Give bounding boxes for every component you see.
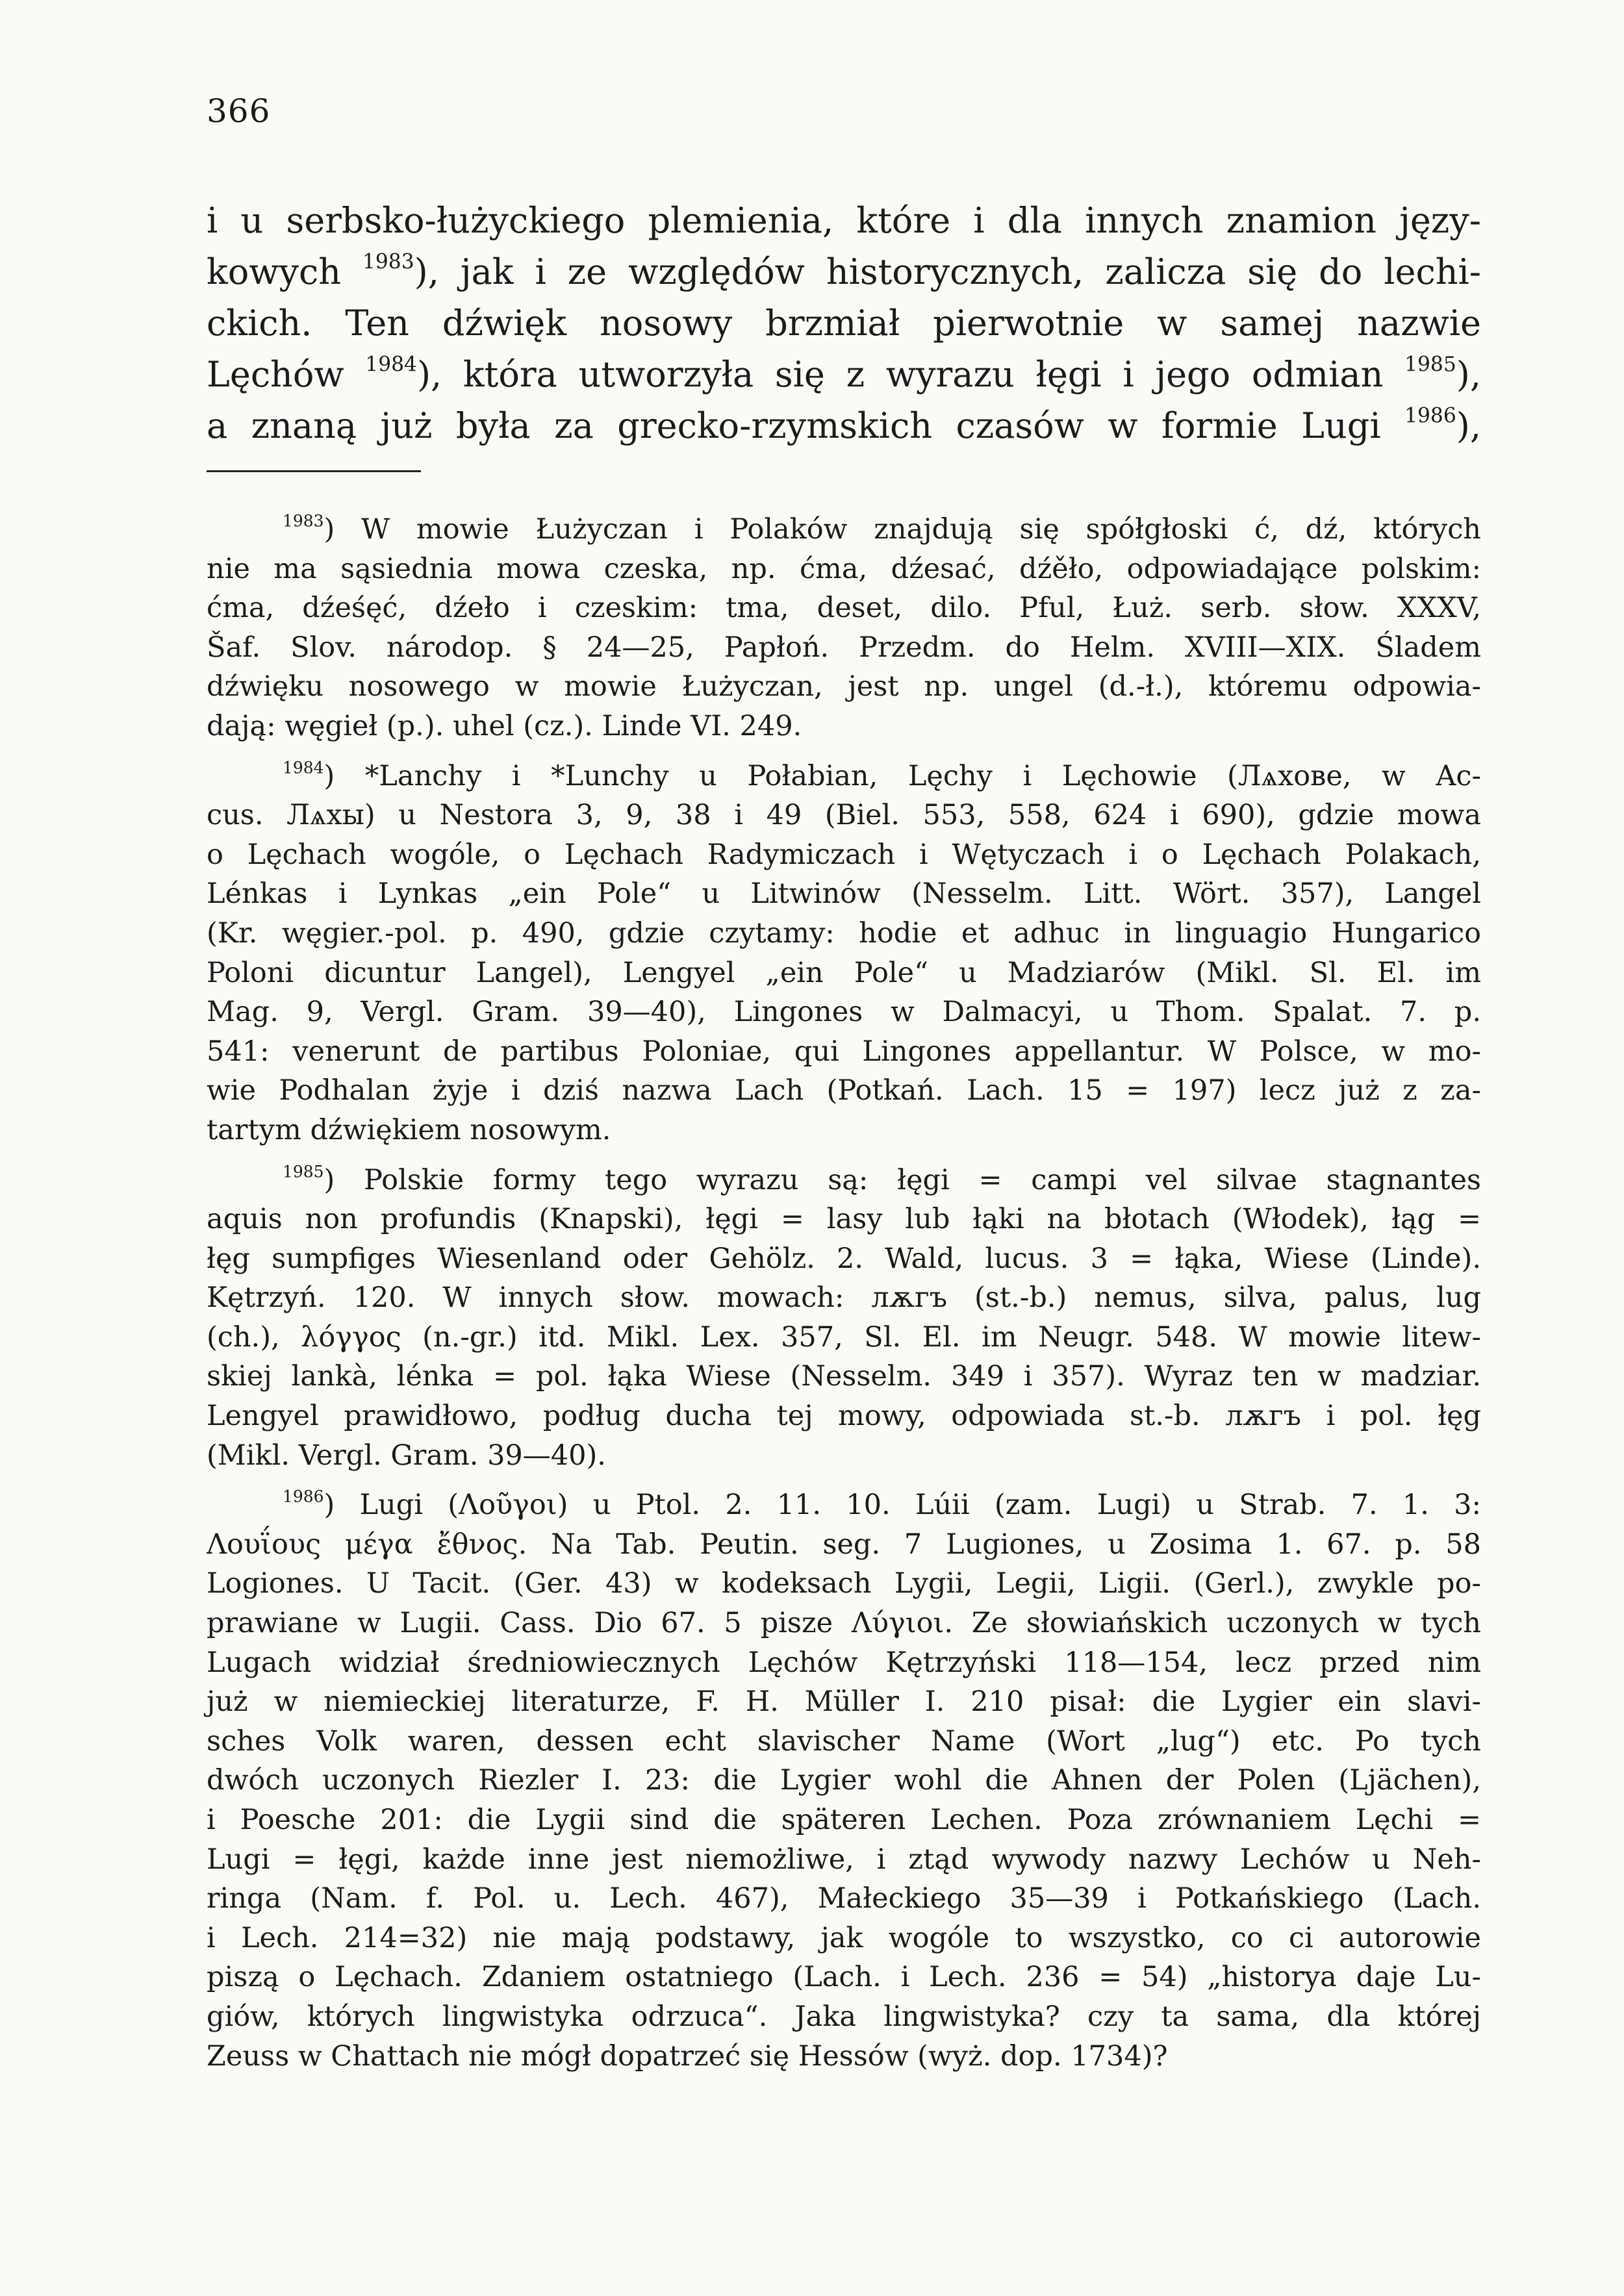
footnote-line: tartym dźwiękiem nosowym. — [207, 1113, 611, 1146]
footnote-line: dźwięku nosowego w mowie Łużyczan, jest np. ungel (d.-ł.), któremu odpowia- — [207, 670, 1481, 703]
footnotes — [207, 510, 1481, 2076]
footnote-line: Lugach widział średniowiecznych Lęchów Kętrzyński 118—154, lecz przed nim — [207, 1646, 1481, 1679]
footnote-line: i Poesche 201: die Lygii sind die späteren Lechen. Poza zrównaniem Lęchi = — [207, 1804, 1481, 1836]
footnote-line: o Lęchach wogóle, o Lęchach Radymiczach i Wętyczach i o Lęchach Polakach, — [207, 838, 1481, 871]
footnote-line: 541: venerunt de partibus Poloniae, qui Lingones appellantur. W Polsce, w mo- — [207, 1035, 1481, 1068]
main-text-line: ckich. Ten dźwięk nosowy brzmiał pierwotnie w samej nazwie — [207, 303, 1481, 344]
footnote-line: ćma, dźeśęć, dźeło i czeskim: tma, deset, dilo. Pful, Łuż. serb. słow. XXXV, — [207, 592, 1481, 625]
footnote-1985 — [207, 1161, 1481, 1476]
footnote-1983 — [207, 510, 1481, 746]
footnote-line: dwóch uczonych Riezler I. 23: die Lygier wohl die Ahnen der Polen (Ljächen), — [207, 1764, 1481, 1797]
footnote-line: Λουΐους μέγα ἔθνος. Na Tab. Peutin. seg. 7 Lugiones, u Zosima 1. 67. p. 58 — [207, 1528, 1481, 1561]
main-text-line: i u serbsko-łużyckiego plemienia, które i dla innych znamion języ- — [207, 200, 1481, 241]
footnote-line: i Lech. 214=32) nie mają podstawy, jak wogóle to wszystko, co ci autorowie — [207, 1921, 1481, 1954]
footnote-line: prawiane w Lugii. Cass. Dio 67. 5 pisze Λύγιοι. Ze słowiańskich uczonych w tych — [207, 1607, 1481, 1640]
footnote-line: Logiones. U Tacit. (Ger. 43) w kodeksach Lygii, Legii, Ligii. (Gerl.), zwykle po- — [207, 1567, 1481, 1600]
footnote-gap — [207, 746, 1481, 757]
footnote-line: piszą o Lęchach. Zdaniem ostatniego (Lach. i Lech. 236 = 54) „historya daje Lu- — [207, 1961, 1481, 1994]
footnote-line: już w niemieckiej literaturze, F. H. Müller I. 210 pisał: die Lygier ein slavi- — [207, 1685, 1481, 1719]
footnote-line: $^{1983}$) W mowie Łużyczan i Polaków znajdują się spółgłoski ć, dź, których — [283, 511, 1481, 546]
page-number: 366 — [207, 92, 271, 130]
footnote-line: Poloni dicuntur Langel), Lengyel „ein Pole“ u Madziarów (Mikl. Sl. El. im — [207, 956, 1481, 989]
footnote-gap — [207, 1475, 1481, 1485]
footnote-line: skiej lankà, lénka = pol. łąka Wiese (Nesselm. 349 i 357). Wyraz ten w madziar. — [207, 1360, 1481, 1393]
footnote-line: Mag. 9, Vergl. Gram. 39—40), Lingones w Dalmacyi, u Thom. Spalat. 7. p. — [207, 996, 1481, 1029]
footnote-line: wie Podhalan żyje i dziś nazwa Lach (Potkań. Lach. 15 = 197) lecz już z za- — [207, 1074, 1481, 1107]
footnote-line: (Mikl. Vergl. Gram. 39—40). — [207, 1439, 606, 1472]
footnote-line: (ch.), λόγγος (n.-gr.) itd. Mikl. Lex. 357, Sl. El. im Neugr. 548. W mowie litew- — [207, 1320, 1481, 1354]
footnote-1986 — [207, 1485, 1481, 2076]
footnote-line: (Kr. węgier.-pol. p. 490, gdzie czytamy: hodie et adhuc in linguagio Hungarico — [207, 916, 1481, 950]
footnote-line: $^{1985}$) Polskie formy tego wyrazu są: łęgi = campi vel silvae stagnantes — [283, 1161, 1481, 1196]
footnote-line: Zeuss w Chattach nie mógł dopatrzeć się Hessów (wyż. dop. 1734)? — [207, 2039, 1168, 2073]
footnote-line: Šaf. Slov. národop. § 24—25, Papłoń. Przedm. do Helm. XVIII—XIX. Śladem — [207, 631, 1481, 664]
footnote-line: Lengyel prawidłowo, podług ducha tej mowy, odpowiada st.-b. лѫгъ i pol. łęg — [207, 1400, 1481, 1433]
footnote-line: sches Volk waren, dessen echt slavischer Name (Wort „lug“) etc. Po tych — [207, 1724, 1481, 1758]
footnote-line: giów, których lingwistyka odrzuca“. Jaka lingwistyka? czy ta sama, dla której — [207, 2000, 1481, 2033]
footnote-line: Lénkas i Lynkas „ein Pole“ u Litwinów (Nesselm. Litt. Wört. 357), Langel — [207, 877, 1481, 911]
footnote-line: Lugi = łęgi, każde inne jest niemożliwe, i ztąd wywody nazwy Lechów u Neh- — [207, 1843, 1481, 1876]
footnote-line: $^{1984}$) *Lanchy i *Lunchy u Połabian, Lęchy i Lęchowie (Лѧховe, w Ac- — [283, 757, 1481, 792]
footnote-line: łęg sumpfiges Wiesenland oder Gehölz. 2. Wald, lucus. 3 = łąka, Wiese (Linde). — [207, 1242, 1481, 1275]
footnote-1984 — [207, 757, 1481, 1150]
footnote-line: $^{1986}$) Lugi (Λοῦγοι) u Ptol. 2. 11. 10. Lúii (zam. Lugi) u Strab. 7. 1. 3: — [283, 1487, 1481, 1522]
footnote-gap — [207, 1150, 1481, 1161]
main-text-line: kowych $^{1983}$), jak i ze względów historycznych, zalicza się do lechi- — [207, 250, 1481, 292]
main-text — [207, 195, 1481, 451]
main-text-line: Lęchów $^{1984}$), która utworzyła się z wyrazu łęgi i jego odmian $^{1985}$), — [207, 353, 1481, 395]
footnote-line: ringa (Nam. f. Pol. u. Lech. 467), Małeckiego 35—39 i Potkańskiego (Lach. — [207, 1882, 1481, 1915]
footnote-line: cus. Лѧхы) u Nestora 3, 9, 38 i 49 (Biel. 553, 558, 624 i 690), gdzie mowa — [207, 799, 1481, 832]
footnote-separator — [207, 470, 421, 472]
footnote-line: dają: węgieł (p.). uhel (cz.). Linde VI. 249. — [207, 709, 802, 742]
footnote-line: Kętrzyń. 120. W innych słow. mowach: лѫгъ (st.-b.) nemus, silva, palus, lug — [207, 1281, 1481, 1315]
footnote-line: aquis non profundis (Knapski), łęgi = lasy lub łąki na błotach (Włodek), łąg = — [207, 1203, 1481, 1236]
footnote-line: nie ma sąsiednia mowa czeska, np. ćma, dźesać, dźěło, odpowiadające polskim: — [207, 552, 1481, 585]
main-text-line: a znaną już była za grecko-rzymskich czasów w formie Lugi $^{1986}$), — [207, 404, 1481, 446]
